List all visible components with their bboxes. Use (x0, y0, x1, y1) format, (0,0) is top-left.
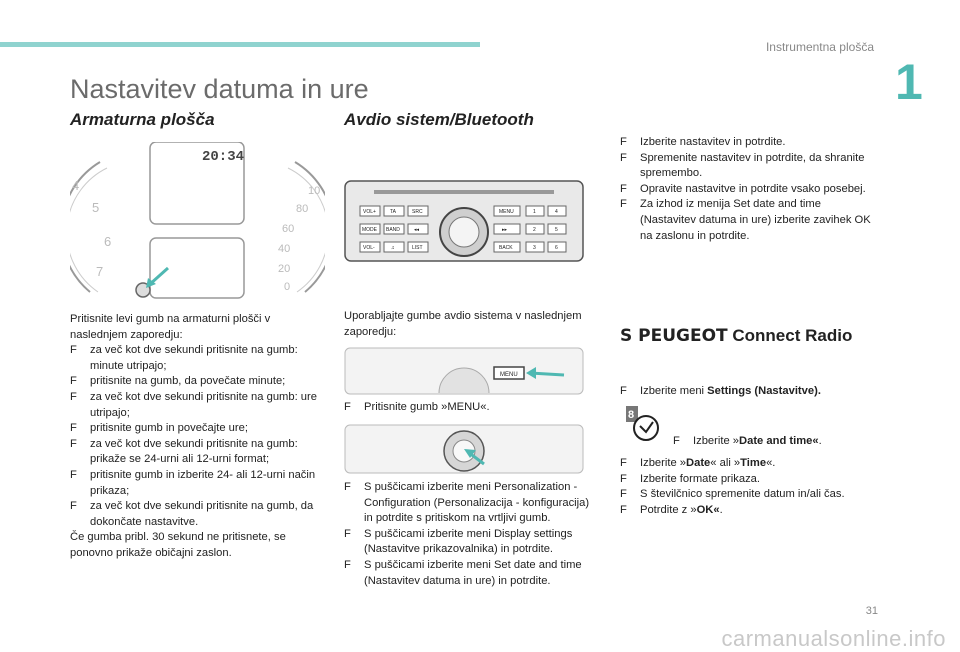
gauge-left-tick: 5 (92, 200, 100, 215)
col1-text (70, 312, 325, 562)
svg-text:BAND: BAND (386, 227, 400, 233)
radio-panel-illustration (344, 180, 584, 262)
list-item: F pritisnite gumb in povečajte ure; (70, 422, 248, 435)
list-item: F Potrdite z »OK«. (620, 503, 723, 516)
list-item: F za več kot dve sekundi pritisnite na gumb: minute utripajo; (70, 344, 298, 372)
gauge-right-tick: 80 (296, 203, 309, 215)
page-number: 31 (865, 605, 878, 617)
col2-intro: Uporabljajte gumbe avdio sistema v naslednjem zaporedju: (344, 310, 582, 338)
svg-text:MENU: MENU (499, 209, 514, 215)
instrument-cluster-illustration (70, 142, 325, 302)
page-title: Nastavitev datuma in ure (70, 74, 369, 104)
heading-avdio: Avdio sistem/Bluetooth (344, 110, 534, 129)
svg-text:8: 8 (628, 409, 635, 421)
svg-text:VOL-: VOL- (363, 245, 375, 251)
list-item: F pritisnite na gumb, da povečate minute; (70, 375, 286, 388)
svg-text:MENU: MENU (500, 372, 518, 378)
clock-settings-icon (626, 406, 662, 442)
list-item: F Izberite »Date« ali »Time«. (620, 457, 776, 469)
svg-text:TA: TA (390, 209, 397, 215)
list-item: F S puščicami izberite meni Display settings (Nastavitve prikazovalnika) in potrdite. (344, 527, 573, 556)
svg-text:▸▸: ▸▸ (502, 227, 508, 233)
gauge-right-tick: 0 (284, 281, 291, 293)
list-item: F S puščicami izberite meni Set date and time (Nastavitev datuma in ure) in potrdite. (344, 558, 582, 587)
gauge-left-tick: 6 (104, 234, 112, 249)
svg-text:LIST: LIST (412, 245, 423, 251)
list-item: F Izberite meni Settings (Nastavitve). (620, 384, 821, 397)
list-item: F Za izhod iz menija Set date and time (Nastavitev datuma in ure) izberite zavihek OK na zaslonu in potrdite. (620, 198, 871, 242)
col1-intro: Pritisnite levi gumb na armaturni plošči v naslednjem zaporedju: (70, 313, 271, 341)
col3-bottom-steps (620, 456, 880, 518)
radio-knob-illustration (344, 424, 584, 474)
heading-armaturna: Armaturna plošča (70, 110, 215, 129)
watermark: carmanualsonline.info (721, 626, 946, 651)
svg-text:SRC: SRC (412, 209, 423, 215)
list-item: F Izberite formate prikaza. (620, 472, 761, 485)
list-item: F Opravite nastavitve in potrdite vsako posebej. (620, 182, 866, 195)
svg-text:4: 4 (555, 209, 558, 215)
gauge-right-tick: 40 (278, 243, 291, 255)
svg-text:3: 3 (533, 245, 536, 251)
gauge-right-tick: 20 (278, 263, 291, 275)
svg-text:2: 2 (533, 227, 536, 233)
col1-outro: Če gumba pribl. 30 sekund ne pritisnete, se ponovno prikaže običajni zaslon. (70, 531, 286, 559)
col2-steps (344, 480, 594, 589)
radio-menu-illustration (344, 347, 584, 395)
list-item: F za več kot dve sekundi pritisnite na gumb: prikaže se 24-urni ali 12-urni format; (70, 437, 298, 466)
svg-text:◂◂: ◂◂ (414, 227, 420, 233)
heading-connect-radio: S PEUGEOT Connect Radio (620, 326, 853, 346)
svg-text:6: 6 (555, 245, 558, 251)
gauge-right-tick: 60 (282, 223, 295, 235)
list-item: F Pritisnite gumb »MENU«. (344, 401, 490, 413)
svg-text:1: 1 (533, 209, 536, 215)
list-item: F Spremenite nastavitev in potrdite, da shranite spremembo. (620, 151, 865, 180)
gauge-left-tick: 4 (72, 178, 80, 193)
svg-text:BACK: BACK (499, 245, 513, 251)
list-item: F Izberite nastavitev in potrdite. (620, 136, 786, 148)
list-item: F za več kot dve sekundi pritisnite na gumb, da dokončate nastavitve. (70, 500, 314, 528)
svg-text:♫: ♫ (391, 245, 395, 251)
header-accent-bar (0, 42, 480, 47)
list-item: F S puščicami izberite meni Personalization - Configuration (Personalizacija - konfiguracija) in potrdite s pritiskom na vrtljivi gumb. (344, 481, 590, 525)
svg-text:5: 5 (555, 227, 558, 233)
gauge-right-tick: 10 (308, 185, 321, 197)
gauge-left-tick: 7 (96, 264, 104, 279)
svg-text:VOL+: VOL+ (363, 209, 376, 215)
list-item: F pritisnite gumb in izberite 24- ali 12-urni način prikaza; (70, 468, 316, 497)
col3-top-steps (620, 135, 880, 244)
cluster-time: 20:34 (202, 149, 245, 165)
chapter-number: 1 (895, 54, 923, 110)
chapter-label: Instrumentna plošča (765, 40, 874, 54)
list-item: F za več kot dve sekundi pritisnite na gumb: ure utripajo; (70, 390, 317, 419)
list-item: F S številčnico spremenite datum in/ali čas. (620, 488, 845, 501)
list-item: F Izberite »Date and time«. (673, 435, 822, 448)
svg-text:MODE: MODE (362, 227, 377, 233)
